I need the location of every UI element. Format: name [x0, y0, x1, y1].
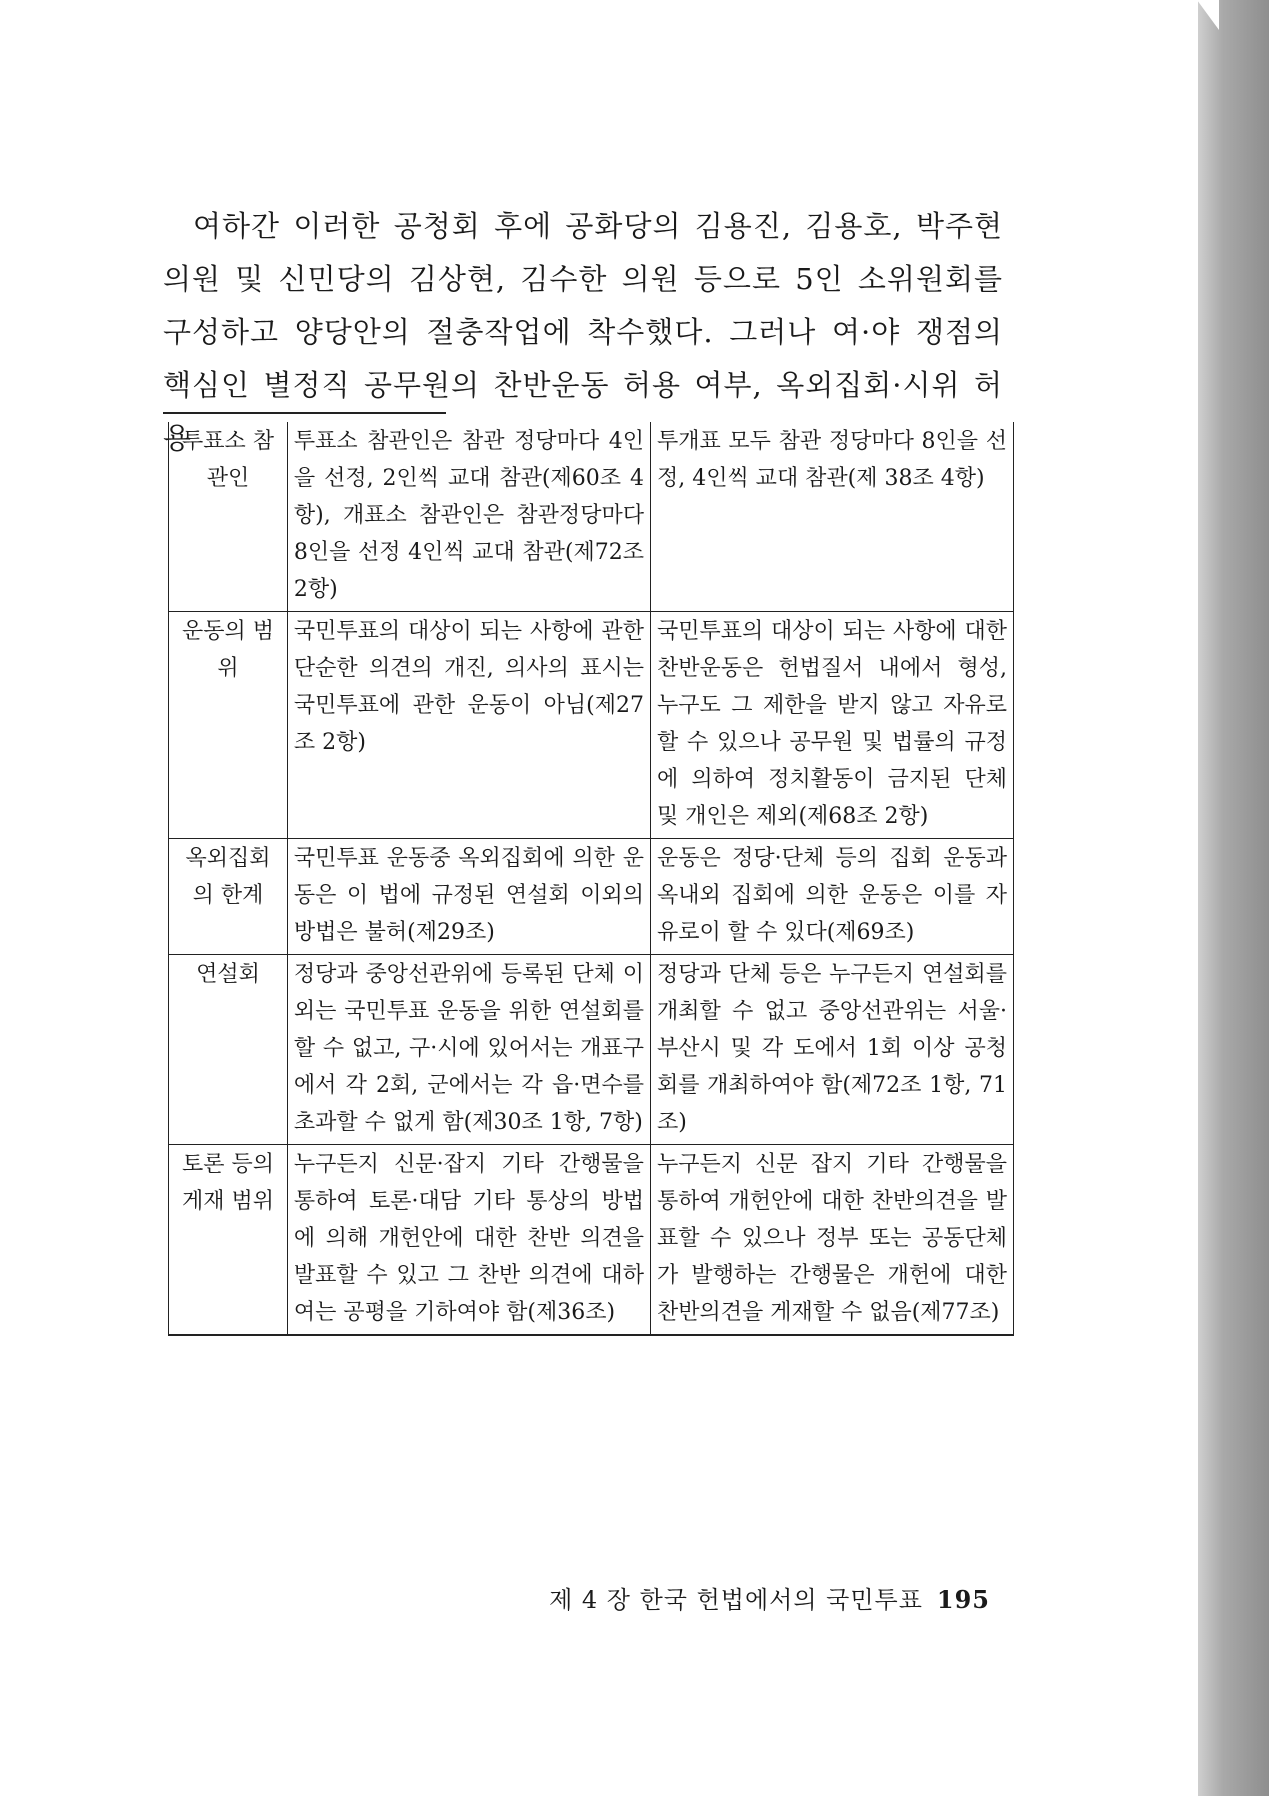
running-footer	[530, 1580, 990, 1615]
chapter-title: 제 4 장 한국 헌법에서의 국민투표	[549, 1586, 923, 1614]
table-row	[169, 1145, 1014, 1336]
comparison-table	[168, 422, 1014, 1336]
cell-new-law: 국민투표의 대상이 되는 사항에 대한 찬반운동은 헌법질서 내에서 형성, 누구도 그 제한을 받지 않고 자유로 할 수 있으나 공무원 및 법률의 규정에 의하여 정치활동이 금지된 단체 및 개인은 제외(제68조 2항)	[650, 612, 1013, 839]
cell-old-law: 투표소 참관인은 참관 정당마다 4인을 선정, 2인씩 교대 참관(제60조 4항), 개표소 참관인은 참관정당마다 8인을 선정 4인씩 교대 참관(제72조 2항)	[287, 422, 650, 612]
cell-new-law: 정당과 단체 등은 누구든지 연설회를 개최할 수 없고 중앙선관위는 서울·부산시 및 각 도에서 1회 이상 공청회를 개최하여야 함(제72조 1항, 71조)	[650, 955, 1013, 1145]
cell-new-law: 운동은 정당·단체 등의 집회 운동과 옥내외 집회에 의한 운동은 이를 자유로이 할 수 있다(제69조)	[650, 839, 1013, 955]
row-label: 투표소 참관인	[169, 422, 288, 612]
page-curl-edge	[1198, 0, 1269, 1806]
row-label: 토론 등의 게재 범위	[169, 1145, 288, 1336]
page-corner-fold	[1197, 0, 1219, 30]
page-bottom-corner	[1159, 1796, 1269, 1806]
table-row	[169, 955, 1014, 1145]
cell-old-law: 정당과 중앙선관위에 등록된 단체 이외는 국민투표 운동을 위한 연설회를 할 수 없고, 구·시에 있어서는 개표구에서 각 2회, 군에서는 각 읍·면수를 초과할 수 없게 함(제30조 1항, 7항)	[287, 955, 650, 1145]
page-number: 195	[936, 1585, 990, 1614]
cell-new-law: 누구든지 신문 잡지 기타 간행물을 통하여 개헌안에 대한 찬반의견을 발표할 수 있으나 정부 또는 공동단체가 발행하는 간행물은 개헌에 대한 찬반의견을 게재할 수 없음(제77조)	[650, 1145, 1013, 1336]
row-label: 운동의 범위	[169, 612, 288, 839]
body-paragraph: 여하간 이러한 공청회 후에 공화당의 김용진, 김용호, 박주현 의원 및 신민당의 김상현, 김수한 의원 등으로 5인 소위원회를 구성하고 양당안의 절충작업에 착수했다. 그러나 여·야 쟁점의 핵심인 별정직 공무원의 찬반운동 허용 여부, 옥외집회·시위 허용	[163, 209, 1003, 455]
table-row	[169, 839, 1014, 955]
cell-old-law: 누구든지 신문·잡지 기타 간행물을 통하여 토론·대담 기타 통상의 방법에 의해 개헌안에 대한 찬반 의견을 발표할 수 있고 그 찬반 의견에 대하여는 공평을 기하여야 함(제36조)	[287, 1145, 650, 1336]
table-top-rule	[163, 412, 446, 414]
table-row	[169, 422, 1014, 612]
table-row	[169, 612, 1014, 839]
cell-old-law: 국민투표 운동중 옥외집회에 의한 운동은 이 법에 규정된 연설회 이외의 방법은 불허(제29조)	[287, 839, 650, 955]
row-label: 연설회	[169, 955, 288, 1145]
row-label: 옥외집회의 한계	[169, 839, 288, 955]
cell-new-law: 투개표 모두 참관 정당마다 8인을 선정, 4인씩 교대 참관(제 38조 4항)	[650, 422, 1013, 612]
cell-old-law: 국민투표의 대상이 되는 사항에 관한 단순한 의견의 개진, 의사의 표시는 국민투표에 관한 운동이 아님(제27조 2항)	[287, 612, 650, 839]
